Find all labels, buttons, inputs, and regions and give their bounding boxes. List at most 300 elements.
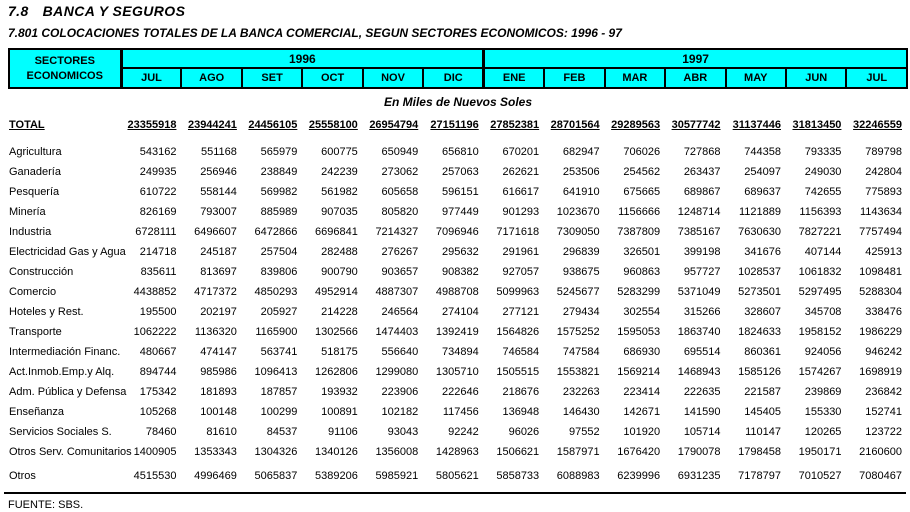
data-cell: 5985921 [375, 470, 419, 482]
data-cell: 908382 [442, 266, 479, 278]
data-cell: 5245677 [556, 286, 600, 298]
data-cell: 6696841 [314, 226, 358, 238]
data-cell: 727868 [683, 146, 721, 158]
data-cell: 5858733 [496, 470, 540, 482]
data-cell: 242239 [321, 166, 358, 178]
data-cell: 5288304 [859, 286, 902, 298]
data-cell: 600775 [321, 146, 358, 158]
row-label: TOTAL [9, 119, 45, 131]
data-cell: 1595053 [617, 326, 661, 338]
data-cell: 30577742 [671, 119, 721, 131]
data-cell: 78460 [145, 426, 177, 438]
data-cell: 1553821 [556, 366, 600, 378]
data-cell: 6088983 [556, 470, 600, 482]
data-cell: 789798 [865, 146, 902, 158]
table-row-16 [9, 462, 907, 486]
data-cell: 84537 [266, 426, 298, 438]
data-cell: 6239996 [617, 470, 661, 482]
data-cell: 291961 [502, 246, 540, 258]
data-cell: 1299080 [375, 366, 419, 378]
month-header-1996-jul: JUL [121, 68, 181, 88]
data-cell: 1156666 [618, 206, 661, 218]
row-label: Hoteles y Rest. [9, 306, 84, 318]
data-cell: 23944241 [187, 119, 237, 131]
row-label: Ganadería [9, 166, 61, 178]
data-cell: 894744 [139, 366, 177, 378]
table-row-9 [9, 322, 907, 342]
source-note: FUENTE: SBS. [8, 499, 84, 511]
data-cell: 341676 [744, 246, 781, 258]
data-cell: 425913 [865, 246, 902, 258]
year-header-row [9, 49, 907, 68]
data-cell: 1506621 [496, 446, 540, 458]
data-cell: 1574267 [798, 366, 842, 378]
data-cell: 221587 [744, 386, 781, 398]
data-cell: 907035 [321, 206, 358, 218]
data-cell: 246564 [381, 306, 419, 318]
row-label: Comercio [9, 286, 57, 298]
data-cell: 689637 [744, 186, 781, 198]
row-label: Intermediación Financ. [9, 346, 121, 358]
data-cell: 102182 [381, 406, 419, 418]
data-cell: 775893 [865, 186, 902, 198]
data-cell: 222646 [442, 386, 479, 398]
data-cell: 805820 [381, 206, 419, 218]
row-label: Adm. Pública y Defensa [9, 386, 127, 398]
data-cell: 960863 [623, 266, 661, 278]
data-cell: 4887307 [375, 286, 419, 298]
data-cell: 689867 [683, 186, 721, 198]
data-cell: 927057 [502, 266, 540, 278]
data-cell: 214228 [321, 306, 358, 318]
data-cell: 282488 [321, 246, 358, 258]
table-row-6 [9, 262, 907, 282]
data-cell: 1587971 [556, 446, 600, 458]
data-cell: 860361 [744, 346, 781, 358]
data-cell: 813697 [200, 266, 237, 278]
data-cell: 110147 [745, 426, 781, 438]
data-cell: 1585126 [738, 366, 781, 378]
data-cell: 193932 [321, 386, 358, 398]
data-cell: 656810 [442, 146, 479, 158]
data-cell: 5389206 [314, 470, 358, 482]
data-cell: 24456105 [248, 119, 298, 131]
data-cell: 1958152 [798, 326, 842, 338]
section-title: BANCA Y SEGUROS [42, 3, 186, 19]
data-cell: 1028537 [738, 266, 781, 278]
data-cell: 245187 [200, 246, 237, 258]
data-cell: 31137446 [732, 119, 781, 131]
data-cell: 5283299 [617, 286, 661, 298]
data-cell: 279434 [562, 306, 600, 318]
data-cell: 4515530 [133, 470, 177, 482]
data-cell: 1143634 [859, 206, 902, 218]
month-header-1996-oct: OCT [302, 68, 362, 88]
data-cell: 181893 [200, 386, 237, 398]
data-cell: 32246559 [853, 119, 902, 131]
data-cell: 885989 [260, 206, 298, 218]
table-header [9, 49, 907, 88]
data-cell: 253506 [562, 166, 600, 178]
bottom-rule [4, 492, 906, 494]
data-cell: 682947 [562, 146, 600, 158]
month-header-1996-dic: DIC [423, 68, 483, 88]
data-cell: 7387809 [617, 226, 661, 238]
data-cell: 946242 [865, 346, 902, 358]
data-cell: 793007 [200, 206, 237, 218]
data-cell: 7630630 [738, 226, 781, 238]
data-cell: 1353343 [194, 446, 237, 458]
data-cell: 480667 [139, 346, 177, 358]
data-cell: 670201 [502, 146, 540, 158]
data-cell: 551168 [201, 146, 237, 158]
data-cell: 734894 [442, 346, 479, 358]
data-cell: 742655 [804, 186, 842, 198]
data-cell: 6496607 [194, 226, 237, 238]
data-cell: 242804 [865, 166, 902, 178]
data-cell: 295632 [442, 246, 479, 258]
data-cell: 4438852 [133, 286, 177, 298]
data-cell: 407144 [804, 246, 842, 258]
data-cell: 695514 [683, 346, 721, 358]
data-cell: 223906 [381, 386, 419, 398]
data-cell: 5371049 [677, 286, 721, 298]
month-header-1996-ago: AGO [181, 68, 241, 88]
data-cell: 675665 [623, 186, 661, 198]
data-cell: 5297495 [798, 286, 842, 298]
data-cell: 1950171 [798, 446, 842, 458]
data-cell: 563741 [260, 346, 298, 358]
data-cell: 202197 [200, 306, 237, 318]
data-cell: 96026 [508, 426, 540, 438]
data-cell: 641910 [562, 186, 600, 198]
data-cell: 273062 [381, 166, 419, 178]
data-cell: 1305710 [435, 366, 479, 378]
data-cell: 276267 [381, 246, 419, 258]
table-row-15 [9, 442, 907, 462]
table-row-2 [9, 182, 907, 202]
row-label: Otros [9, 470, 36, 482]
table-row-13 [9, 402, 907, 422]
table-row-4 [9, 222, 907, 242]
data-cell: 100891 [321, 406, 358, 418]
data-cell: 256946 [200, 166, 237, 178]
data-cell: 236842 [865, 386, 902, 398]
data-cell: 5273501 [738, 286, 781, 298]
data-cell: 345708 [804, 306, 842, 318]
sector-column-header [9, 49, 121, 88]
year-header-1996: 1996 [121, 49, 484, 68]
data-cell: 1340126 [314, 446, 358, 458]
data-cell: 1400905 [133, 446, 177, 458]
data-cell: 31813450 [792, 119, 842, 131]
month-header-1997-jun: JUN [786, 68, 846, 88]
data-cell: 610722 [139, 186, 177, 198]
data-cell: 187857 [260, 386, 298, 398]
data-cell: 254097 [744, 166, 781, 178]
data-cell: 5099963 [496, 286, 540, 298]
data-cell: 27151196 [430, 119, 479, 131]
data-cell: 7171618 [496, 226, 540, 238]
page-title [8, 3, 910, 19]
month-header-1997-ene: ENE [484, 68, 544, 88]
units-note: En Miles de Nuevos Soles [383, 95, 533, 109]
data-cell: 1248714 [677, 206, 721, 218]
data-cell: 105714 [683, 426, 721, 438]
data-cell: 565979 [260, 146, 298, 158]
data-cell: 6931235 [677, 470, 721, 482]
data-cell: 262621 [502, 166, 540, 178]
data-cell: 835611 [140, 266, 177, 278]
data-cell: 706026 [623, 146, 661, 158]
data-cell: 238849 [260, 166, 298, 178]
row-label: Servicios Sociales S. [9, 426, 112, 438]
row-label: Otros Serv. Comunitarios [9, 446, 132, 458]
data-cell: 274104 [442, 306, 479, 318]
data-cell: 123722 [865, 426, 902, 438]
data-cell: 4988708 [435, 286, 479, 298]
data-cell: 223414 [623, 386, 661, 398]
data-cell: 338476 [865, 306, 902, 318]
data-cell: 326501 [623, 246, 661, 258]
table-row-0 [9, 142, 907, 162]
year-header-1997: 1997 [484, 49, 907, 68]
data-cell: 561982 [321, 186, 358, 198]
data-cell: 938675 [562, 266, 600, 278]
data-cell: 1863740 [677, 326, 721, 338]
month-header-1997-feb: FEB [544, 68, 604, 88]
data-cell: 1302566 [314, 326, 358, 338]
table-row-5 [9, 242, 907, 262]
data-cell: 569982 [260, 186, 298, 198]
table-row-total [9, 115, 907, 142]
data-cell: 746584 [502, 346, 540, 358]
row-label: Enseñanza [9, 406, 65, 418]
data-cell: 7757494 [859, 226, 902, 238]
data-cell: 399198 [683, 246, 721, 258]
data-cell: 23355918 [127, 119, 177, 131]
data-cell: 4717372 [194, 286, 237, 298]
data-cell: 1262806 [314, 366, 358, 378]
row-label: Act.Inmob.Emp.y Alq. [9, 366, 115, 378]
table-row-1 [9, 162, 907, 182]
data-cell: 7385167 [677, 226, 721, 238]
data-cell: 25558100 [308, 119, 358, 131]
data-cell: 232263 [562, 386, 600, 398]
table-subtitle: 7.801 COLOCACIONES TOTALES DE LA BANCA COMERCIAL, SEGUN SECTORES ECONOMICOS: 1996 - 97 [8, 26, 622, 40]
data-cell: 328607 [744, 306, 781, 318]
data-cell: 7096946 [435, 226, 479, 238]
data-cell: 543162 [139, 146, 177, 158]
data-cell: 249935 [139, 166, 177, 178]
data-cell: 93043 [387, 426, 419, 438]
month-header-1996-set: SET [242, 68, 302, 88]
table-row-14 [9, 422, 907, 442]
row-label: Construcción [9, 266, 74, 278]
data-cell: 249030 [804, 166, 842, 178]
data-cell: 205927 [260, 306, 298, 318]
data-cell: 120265 [804, 426, 842, 438]
data-cell: 92242 [448, 426, 479, 438]
data-cell: 239869 [804, 386, 842, 398]
data-cell: 146430 [562, 406, 600, 418]
data-cell: 1165900 [255, 326, 298, 338]
month-header-1996-nov: NOV [363, 68, 423, 88]
data-cell: 81610 [206, 426, 237, 438]
data-cell: 1564826 [496, 326, 540, 338]
data-cell: 97552 [569, 426, 600, 438]
data-cell: 1824633 [738, 326, 781, 338]
data-cell: 7080467 [859, 470, 902, 482]
data-cell: 7178797 [738, 470, 781, 482]
data-cell: 616617 [502, 186, 540, 198]
table-row-7 [9, 282, 907, 302]
data-cell: 1798458 [738, 446, 781, 458]
data-cell: 1676420 [617, 446, 661, 458]
data-cell: 315266 [683, 306, 721, 318]
data-cell: 1392419 [435, 326, 479, 338]
data-cell: 985986 [200, 366, 237, 378]
section-number: 7.8 [8, 3, 29, 19]
table-row-10 [9, 342, 907, 362]
data-cell: 263437 [683, 166, 721, 178]
data-cell: 556640 [381, 346, 419, 358]
data-cell: 100299 [260, 406, 298, 418]
data-cell: 957727 [683, 266, 721, 278]
data-cell: 277121 [502, 306, 540, 318]
sector-header-line1: SECTORES [34, 54, 95, 67]
data-cell: 302554 [623, 306, 661, 318]
data-cell: 650949 [381, 146, 419, 158]
table-row-12 [9, 382, 907, 402]
data-cell: 1569214 [617, 366, 661, 378]
data-cell: 518175 [321, 346, 358, 358]
data-cell: 7010527 [798, 470, 842, 482]
data-cell: 100148 [200, 406, 237, 418]
table-row-8 [9, 302, 907, 322]
data-cell: 28701564 [550, 119, 600, 131]
data-cell: 195500 [139, 306, 177, 318]
data-cell: 1986229 [859, 326, 902, 338]
table-row-11 [9, 362, 907, 382]
data-cell: 27852381 [490, 119, 540, 131]
data-cell: 6472866 [254, 226, 298, 238]
data-cell: 1790078 [677, 446, 721, 458]
data-cell: 145405 [744, 406, 781, 418]
data-cell: 214718 [139, 246, 177, 258]
data-cell: 903657 [381, 266, 419, 278]
data-cell: 1156393 [799, 206, 842, 218]
data-cell: 26954794 [369, 119, 419, 131]
data-cell: 1061832 [798, 266, 842, 278]
data-cell: 924056 [804, 346, 842, 358]
data-cell: 101920 [623, 426, 661, 438]
month-header-1997-abr: ABR [665, 68, 725, 88]
data-cell: 2160600 [859, 446, 902, 458]
data-cell: 7214327 [375, 226, 419, 238]
data-cell: 218676 [502, 386, 540, 398]
data-cell: 254562 [623, 166, 661, 178]
data-cell: 474147 [200, 346, 237, 358]
data-cell: 117456 [442, 406, 479, 418]
data-cell: 105268 [139, 406, 177, 418]
data-cell: 558144 [200, 186, 237, 198]
month-header-1997-jul: JUL [846, 68, 907, 88]
data-cell: 257063 [442, 166, 479, 178]
month-header-1997-may: MAY [726, 68, 786, 88]
data-cell: 1575252 [556, 326, 600, 338]
data-cell: 1474403 [375, 326, 419, 338]
data-cell: 155330 [804, 406, 842, 418]
data-cell: 744358 [744, 146, 781, 158]
data-cell: 977449 [442, 206, 479, 218]
data-cell: 1698919 [859, 366, 902, 378]
data-cell: 1428963 [435, 446, 479, 458]
data-cell: 142671 [623, 406, 661, 418]
data-cell: 4996469 [194, 470, 237, 482]
row-label: Transporte [9, 326, 62, 338]
data-cell: 747584 [562, 346, 600, 358]
data-cell: 793335 [804, 146, 842, 158]
data-cell: 901293 [502, 206, 540, 218]
data-cell: 1096413 [254, 366, 298, 378]
data-cell: 175342 [139, 386, 177, 398]
data-cell: 1023670 [556, 206, 600, 218]
data-cell: 839806 [260, 266, 298, 278]
data-cell: 1121889 [738, 206, 781, 218]
data-cell: 6728111 [135, 226, 177, 238]
data-cell: 4952914 [314, 286, 358, 298]
data-cell: 1062222 [133, 326, 177, 338]
data-cell: 1098481 [859, 266, 902, 278]
data-cell: 1136320 [194, 326, 237, 338]
data-cell: 900790 [321, 266, 358, 278]
data-cell: 296839 [562, 246, 600, 258]
row-label: Pesquería [9, 186, 60, 198]
table-row-3 [9, 202, 907, 222]
row-label: Industria [9, 226, 52, 238]
data-cell: 605658 [381, 186, 419, 198]
data-cell: 1304326 [254, 446, 298, 458]
row-label: Minería [9, 206, 46, 218]
data-cell: 91106 [328, 426, 358, 438]
data-cell: 1505515 [496, 366, 540, 378]
data-cell: 1468943 [677, 366, 721, 378]
row-label: Agricultura [9, 146, 62, 158]
units-note-row [9, 88, 907, 115]
data-cell: 222635 [683, 386, 721, 398]
data-cell: 136948 [502, 406, 540, 418]
data-cell: 686930 [623, 346, 661, 358]
data-cell: 4850293 [254, 286, 298, 298]
data-cell: 596151 [442, 186, 479, 198]
sector-header-line2: ECONOMICOS [26, 69, 103, 82]
row-label: Electricidad Gas y Agua [9, 246, 126, 258]
colocaciones-table [8, 48, 908, 486]
table-body [9, 88, 907, 486]
month-header-1997-mar: MAR [605, 68, 665, 88]
data-cell: 7827221 [798, 226, 842, 238]
data-cell: 1356008 [375, 446, 419, 458]
data-cell: 5065837 [254, 470, 298, 482]
data-cell: 141590 [683, 406, 721, 418]
data-cell: 5805621 [435, 470, 479, 482]
data-cell: 257504 [260, 246, 298, 258]
data-cell: 152741 [865, 406, 902, 418]
month-header-row [9, 68, 907, 88]
data-cell: 29289563 [611, 119, 661, 131]
data-cell: 826169 [139, 206, 177, 218]
